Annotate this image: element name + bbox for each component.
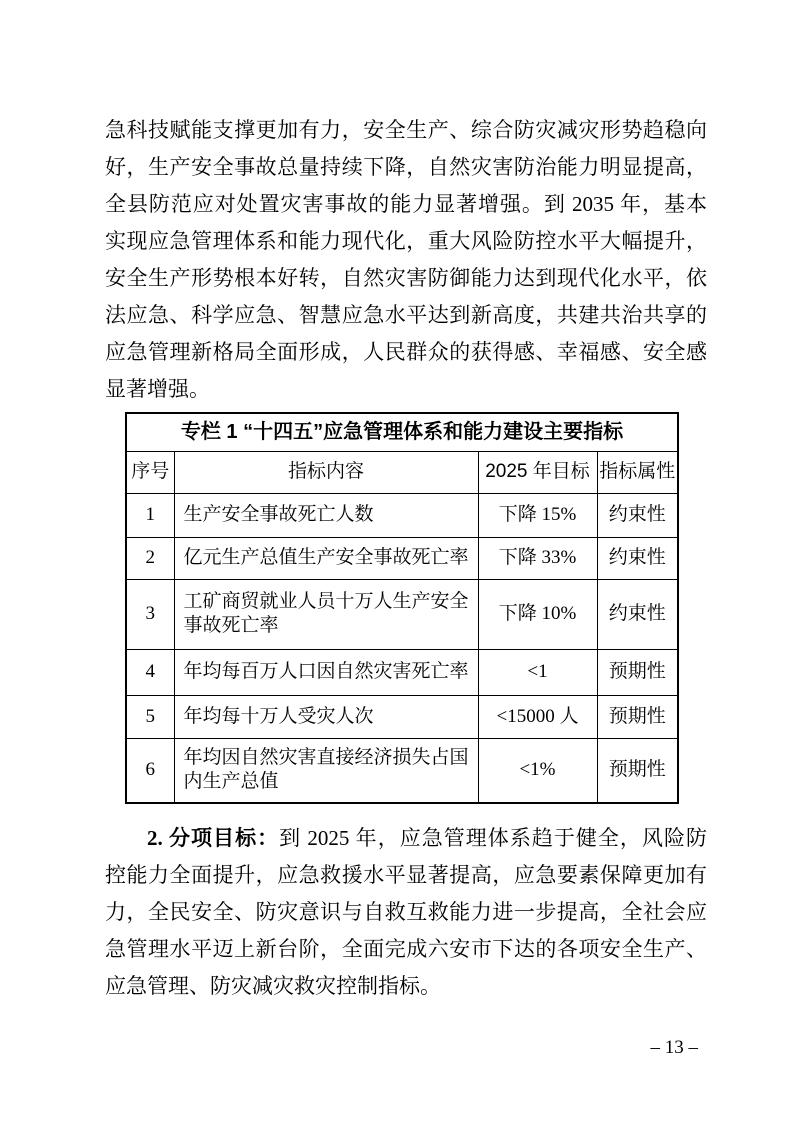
cell-content: 生产安全事故死亡人数 (174, 493, 478, 537)
cell-attr: 约束性 (597, 537, 678, 579)
cell-target: 下降 10% (478, 579, 597, 649)
paragraph-overall-goals (105, 112, 707, 408)
cell-no: 5 (126, 695, 174, 738)
cell-attr: 约束性 (597, 579, 678, 649)
table-title: 专栏 1 “十四五”应急管理体系和能力建设主要指标 (126, 413, 678, 451)
cell-target: <15000 人 (478, 695, 597, 738)
column-header-no: 序号 (126, 451, 174, 493)
body-text-line: 控能力全面提升，应急救援水平显著提高，应急要素保障更加有 (105, 863, 707, 887)
table-row (126, 579, 678, 649)
paragraph-sub-goals (105, 820, 707, 1005)
cell-target: <1 (478, 649, 597, 695)
body-text-line: 显著增强。 (105, 377, 210, 401)
cell-target: 下降 15% (478, 493, 597, 537)
table-title-row (126, 413, 678, 451)
sub-goal-label: 2. 分项目标： (147, 826, 280, 850)
column-header-content: 指标内容 (174, 451, 478, 493)
cell-content: 年均因自然灾害直接经济损失占国内生产总值 (174, 738, 478, 803)
cell-attr: 预期性 (597, 695, 678, 738)
table-header-row (126, 451, 678, 493)
body-text-line: 实现应急管理体系和能力现代化，重大风险防控水平大幅提升， (105, 229, 707, 253)
column-header-attr: 指标属性 (597, 451, 678, 493)
table-row (126, 649, 678, 695)
cell-target: <1% (478, 738, 597, 803)
body-text-line: 应急管理、防灾减灾救灾控制指标。 (105, 974, 441, 998)
body-text-line: 全县防范应对处置灾害事故的能力显著增强。到 2035 年，基本 (105, 192, 707, 216)
page-number: – 13 – (650, 1037, 698, 1058)
body-text-segment: 到 2025 年，应急管理体系趋于健全，风险防 (279, 826, 707, 850)
body-text-line: 应急管理新格局全面形成，人民群众的获得感、幸福感、安全感 (105, 340, 707, 364)
cell-attr: 约束性 (597, 493, 678, 537)
cell-attr: 预期性 (597, 738, 678, 803)
body-text-line: 急管理水平迈上新台阶，全面完成六安市下达的各项安全生产、 (105, 937, 707, 961)
table-row (126, 695, 678, 738)
body-text-line: 安全生产形势根本好转，自然灾害防御能力达到现代化水平，依 (105, 266, 707, 290)
indicators-table (125, 412, 679, 804)
cell-no: 1 (126, 493, 174, 537)
body-text-line: 力，全民安全、防灾意识与自救互救能力进一步提高，全社会应 (105, 900, 707, 924)
column-header-target: 2025 年目标 (478, 451, 597, 493)
body-text-line (105, 820, 707, 857)
cell-attr: 预期性 (597, 649, 678, 695)
cell-content: 年均每百万人口因自然灾害死亡率 (174, 649, 478, 695)
table-row (126, 537, 678, 579)
cell-no: 4 (126, 649, 174, 695)
cell-content: 亿元生产总值生产安全事故死亡率 (174, 537, 478, 579)
table-row (126, 493, 678, 537)
cell-no: 6 (126, 738, 174, 803)
body-text-line: 法应急、科学应急、智慧应急水平达到新高度，共建共治共享的 (105, 303, 707, 327)
cell-target: 下降 33% (478, 537, 597, 579)
cell-no: 3 (126, 579, 174, 649)
body-text-line: 好，生产安全事故总量持续下降，自然灾害防治能力明显提高， (105, 155, 707, 179)
table-row (126, 738, 678, 803)
cell-content: 年均每十万人受灾人次 (174, 695, 478, 738)
cell-no: 2 (126, 537, 174, 579)
body-text-line: 急科技赋能支撑更加有力，安全生产、综合防灾减灾形势趋稳向 (105, 118, 707, 142)
cell-content: 工矿商贸就业人员十万人生产安全事故死亡率 (174, 579, 478, 649)
